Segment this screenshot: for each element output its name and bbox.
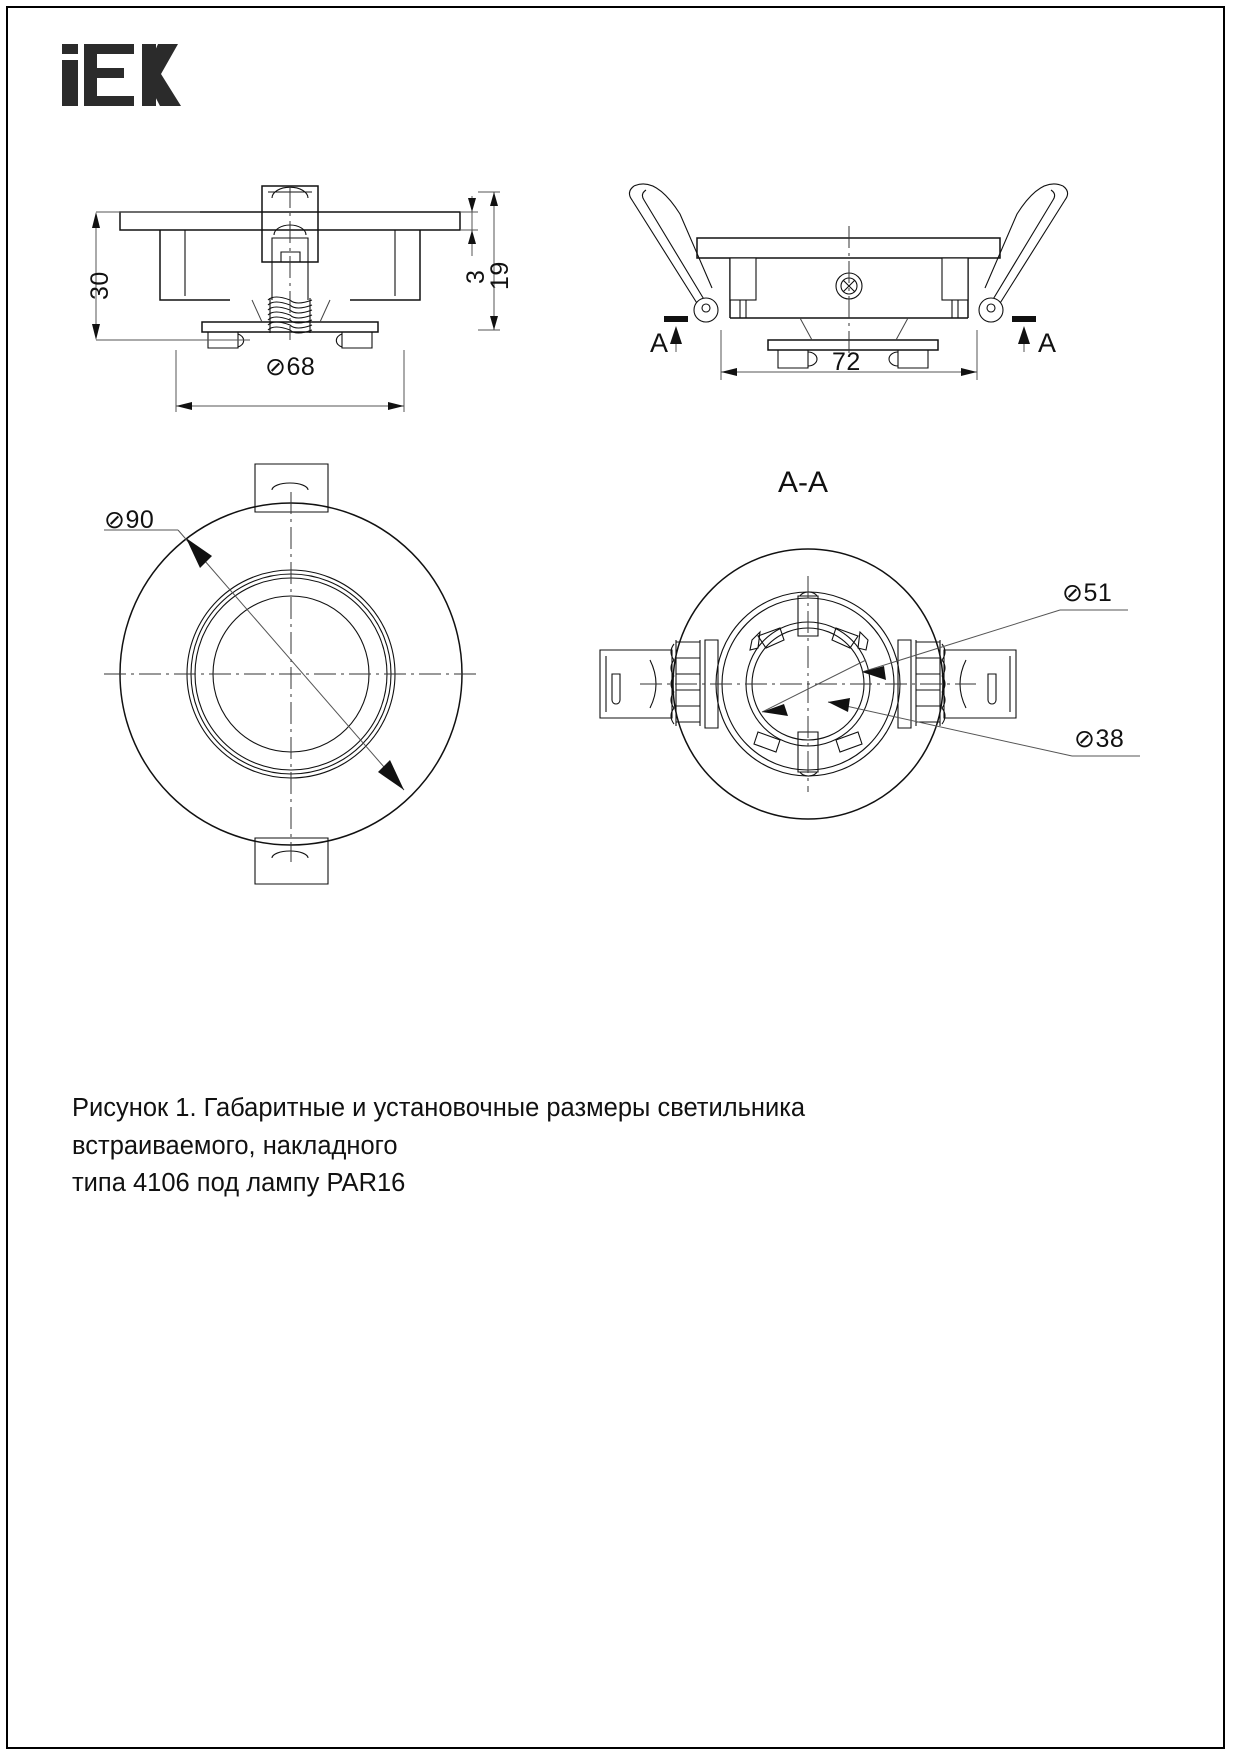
dim-label-diameter-68: ⊘68 — [265, 353, 316, 381]
section-label-a-left: A — [650, 328, 669, 358]
leader-diameter-51 — [862, 610, 1128, 680]
caption-line-1: Рисунок 1. Габаритные и установочные размеры светильника встраиваемого, накладного — [72, 1094, 806, 1160]
dim-label-width-72: 72 — [832, 348, 861, 376]
dim-label-diameter-90: ⊘90 — [104, 506, 155, 534]
dim-label-diameter-51: ⊘51 — [1062, 579, 1113, 607]
dim-label-height-30: 30 — [86, 271, 114, 300]
dim-label-depth-19: 19 — [486, 261, 514, 290]
figure-caption — [72, 1090, 992, 1203]
section-aa-geometry — [600, 549, 1016, 819]
section-aa-title: A-A — [778, 466, 829, 499]
dim-label-lip-3: 3 — [462, 269, 490, 284]
caption-line-2: типа 4106 под лампу PAR16 — [72, 1169, 406, 1198]
dim-label-diameter-38: ⊘38 — [1074, 725, 1125, 753]
leader-inner-arrows — [762, 660, 866, 716]
section-label-a-right: A — [1038, 328, 1057, 358]
